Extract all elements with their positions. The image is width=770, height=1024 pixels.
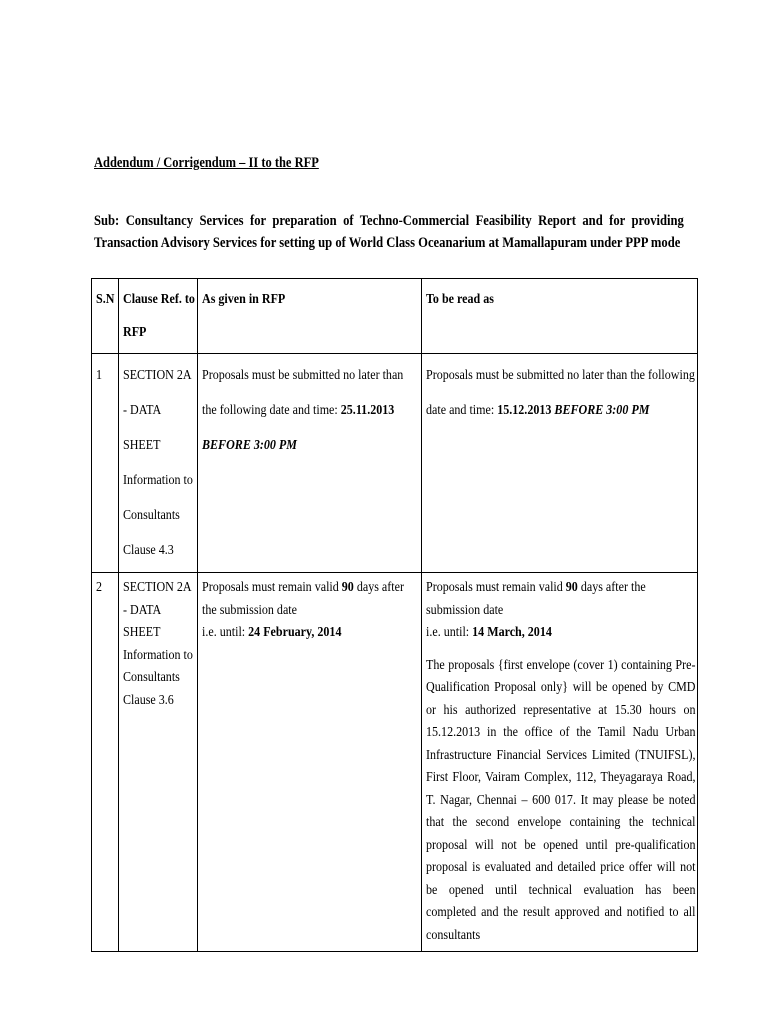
row2-clause: SECTION 2A - DATA SHEET Information to Consultants Clause 3.6 bbox=[119, 573, 198, 952]
subject-line: Sub: Consultancy Services for preparation of Techno-Commercial Feasibility Report and for providing Transaction Advisory Services for setting up of World Class Oceanarium at Mamallapuram under PPP mode bbox=[94, 213, 684, 251]
row2-given-days: 90 bbox=[341, 580, 354, 595]
row1-read-text: Proposals must be submitted no later than the following date and time: bbox=[426, 368, 695, 418]
table-header-row bbox=[92, 279, 698, 354]
row2-as-given bbox=[198, 573, 422, 952]
row2-read-pre: Proposals must remain valid bbox=[426, 580, 566, 595]
row1-clause: SECTION 2A - DATA SHEET Information to Consultants Clause 4.3 bbox=[119, 354, 198, 573]
header-clause-line2: RFP bbox=[123, 325, 147, 340]
header-as-given: As given in RFP bbox=[198, 279, 422, 354]
header-to-read: To be read as bbox=[422, 279, 698, 354]
row1-read-time: BEFORE 3:00 PM bbox=[551, 403, 650, 418]
header-clause-line1: Clause Ref. to bbox=[123, 292, 195, 307]
addendum-table bbox=[91, 278, 698, 952]
row2-given-pre: Proposals must remain valid bbox=[202, 580, 342, 595]
row2-read-note: The proposals {first envelope (cover 1) containing Pre-Qualification Proposal only} will be opened by CMD or his authorized representative at 15.30 hours on 15.12.2013 in the office of the Tamil Nadu Urban Infrastructure Financial Services Limited (TNUIFSL), First Floor, Vairam Complex, 112, Theyagaraya Road, T. Nagar, Chennai – 600 017. It may please be noted that the second envelope containing the technical proposal will not be opened until pre-qualification proposal is evaluated and detailed price offer will not be opened until technical evaluation has been completed and the result approved and notified to all consultants bbox=[426, 657, 696, 943]
table-row bbox=[92, 354, 698, 573]
row2-given-post: days after the submission date bbox=[202, 580, 404, 618]
page-title: Addendum / Corrigendum – II to the RFP bbox=[94, 155, 319, 171]
row2-read-post: days after the submission date bbox=[426, 580, 646, 618]
row1-read-date: 15.12.2013 bbox=[497, 403, 552, 418]
row2-read-until: i.e. until: bbox=[426, 625, 473, 640]
row2-given-until: i.e. until: bbox=[202, 625, 249, 640]
row2-sn: 2 bbox=[92, 573, 119, 952]
row2-given-until-date: 24 February, 2014 bbox=[248, 625, 342, 640]
header-sn: S.N bbox=[92, 279, 119, 354]
row1-sn: 1 bbox=[92, 354, 119, 573]
row2-read-until-date: 14 March, 2014 bbox=[472, 625, 552, 640]
row2-to-read bbox=[422, 573, 698, 952]
table-row bbox=[92, 573, 698, 952]
row1-given-date: 25.11.2013 bbox=[340, 403, 395, 418]
row1-to-read bbox=[422, 354, 698, 573]
row1-as-given bbox=[198, 354, 422, 573]
row2-read-days: 90 bbox=[565, 580, 578, 595]
header-clause bbox=[119, 279, 198, 354]
row1-given-text: Proposals must be submitted no later than the following date and time: bbox=[202, 368, 404, 418]
row1-given-time: BEFORE 3:00 PM bbox=[202, 438, 298, 453]
